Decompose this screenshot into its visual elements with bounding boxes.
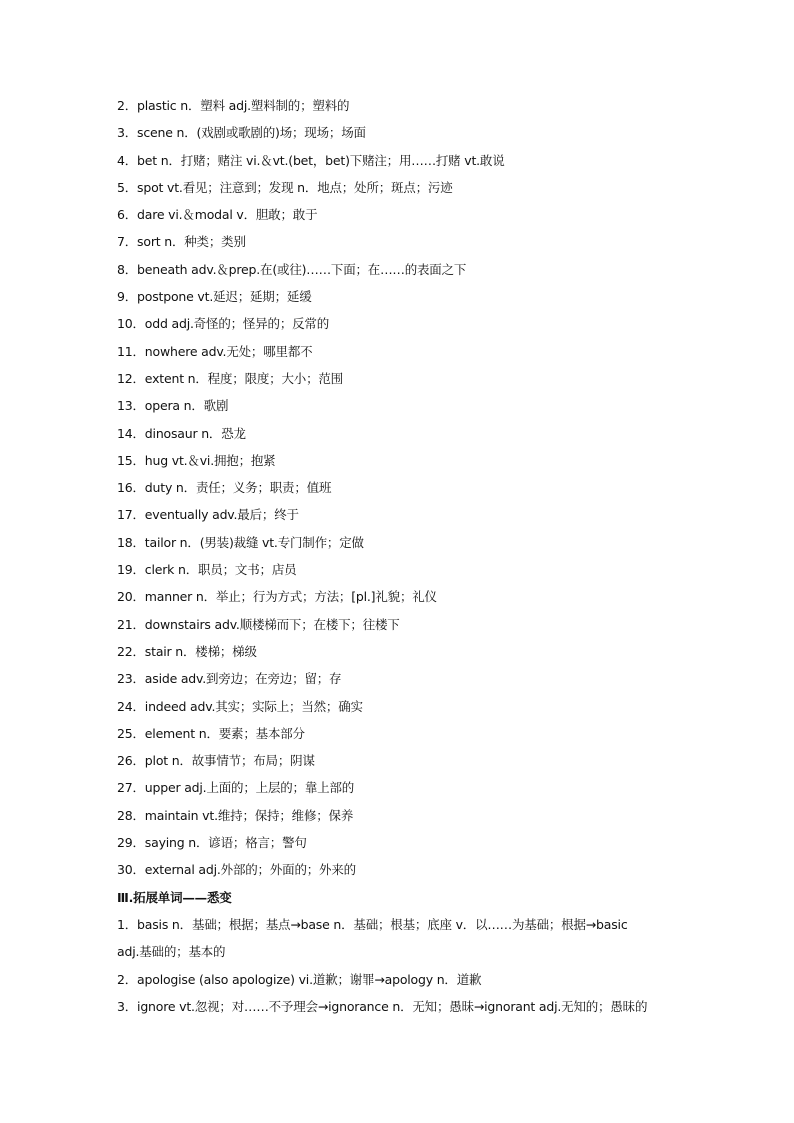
vocab-entry: 13．opera n．歌剧 [117,398,229,414]
vocab-entry: 7．sort n．种类；类别 [117,234,246,250]
vocab-entry: 10．odd adj.奇怪的；怪异的；反常的 [117,316,330,332]
extended-entry: 2．apologise (also apologize) vi.道歉；谢罪→apology n．道歉 [117,971,482,987]
vocab-entry: 26．plot n．故事情节；布局；阴谋 [117,753,315,769]
vocab-entry: 27．upper adj.上面的；上层的；靠上部的 [117,780,355,796]
vocab-entry: 16．duty n．责任；义务；职责；值班 [117,480,332,496]
vocab-entry: 14．dinosaur n．恐龙 [117,425,246,441]
vocab-entry: 5．spot vt.看见；注意到；发现 n．地点；处所；斑点；污迹 [117,179,453,195]
vocab-entry: 17．eventually adv.最后；终于 [117,507,299,523]
vocab-entry: 23．aside adv.到旁边；在旁边；留；存 [117,671,342,687]
extended-entry: 1．basis n．基础；根据；基点→base n．基础；根基；底座 v．以……为基础；根据→basic [117,916,628,932]
vocab-entry: 20．manner n．举止；行为方式；方法；[pl.]礼貌；礼仪 [117,589,437,605]
extended-entry: 3．ignore vt.忽视；对……不予理会→ignorance n．无知；愚昧→ignorant adj.无知的；愚昧的 [117,998,648,1014]
vocab-entry: 6．dare vi.＆modal v．胆敢；敢于 [117,207,318,223]
vocab-entry: 21．downstairs adv.顺楼梯而下；在楼下；往楼下 [117,616,400,632]
vocab-entry: 22．stair n．楼梯；梯级 [117,643,257,659]
extended-entry-continuation: adj.基础的；基本的 [117,944,226,960]
vocab-entry: 19．clerk n．职员；文书；店员 [117,562,297,578]
vocab-entry: 9．postpone vt.延迟；延期；延缓 [117,289,312,305]
vocab-entry: 30．external adj.外部的；外面的；外来的 [117,862,356,878]
vocab-entry: 11．nowhere adv.无处；哪里都不 [117,343,313,359]
vocab-entry: 4．bet n．打赌；赌注 vi.＆vt.(bet，bet)下赌注；用……打赌 vt.敢说 [117,152,505,168]
section-heading: Ⅲ.拓展单词——悉变 [117,889,232,905]
vocab-entry: 25．element n．要素；基本部分 [117,725,305,741]
vocab-entry: 2．plastic n．塑料 adj.塑料制的；塑料的 [117,98,350,113]
vocab-entry: 3．scene n．(戏剧或歌剧的)场；现场；场面 [117,125,366,141]
vocab-entry: 15．hug vt.＆vi.拥抱；抱紧 [117,452,276,468]
vocab-entry: 8．beneath adv.＆prep.在(或往)……下面；在……的表面之下 [117,261,467,277]
vocab-entry: 29．saying n．谚语；格言；警句 [117,835,307,851]
vocab-entry: 28．maintain vt.维持；保持；维修；保养 [117,807,354,823]
vocabulary-list [117,92,687,884]
vocab-entry: 12．extent n．程度；限度；大小；范围 [117,370,343,386]
vocabulary-content [117,92,687,1020]
vocab-entry: 18．tailor n．(男装)裁缝 vt.专门制作；定做 [117,534,364,550]
vocab-entry: 24．indeed adv.其实；实际上；当然；确实 [117,698,363,714]
